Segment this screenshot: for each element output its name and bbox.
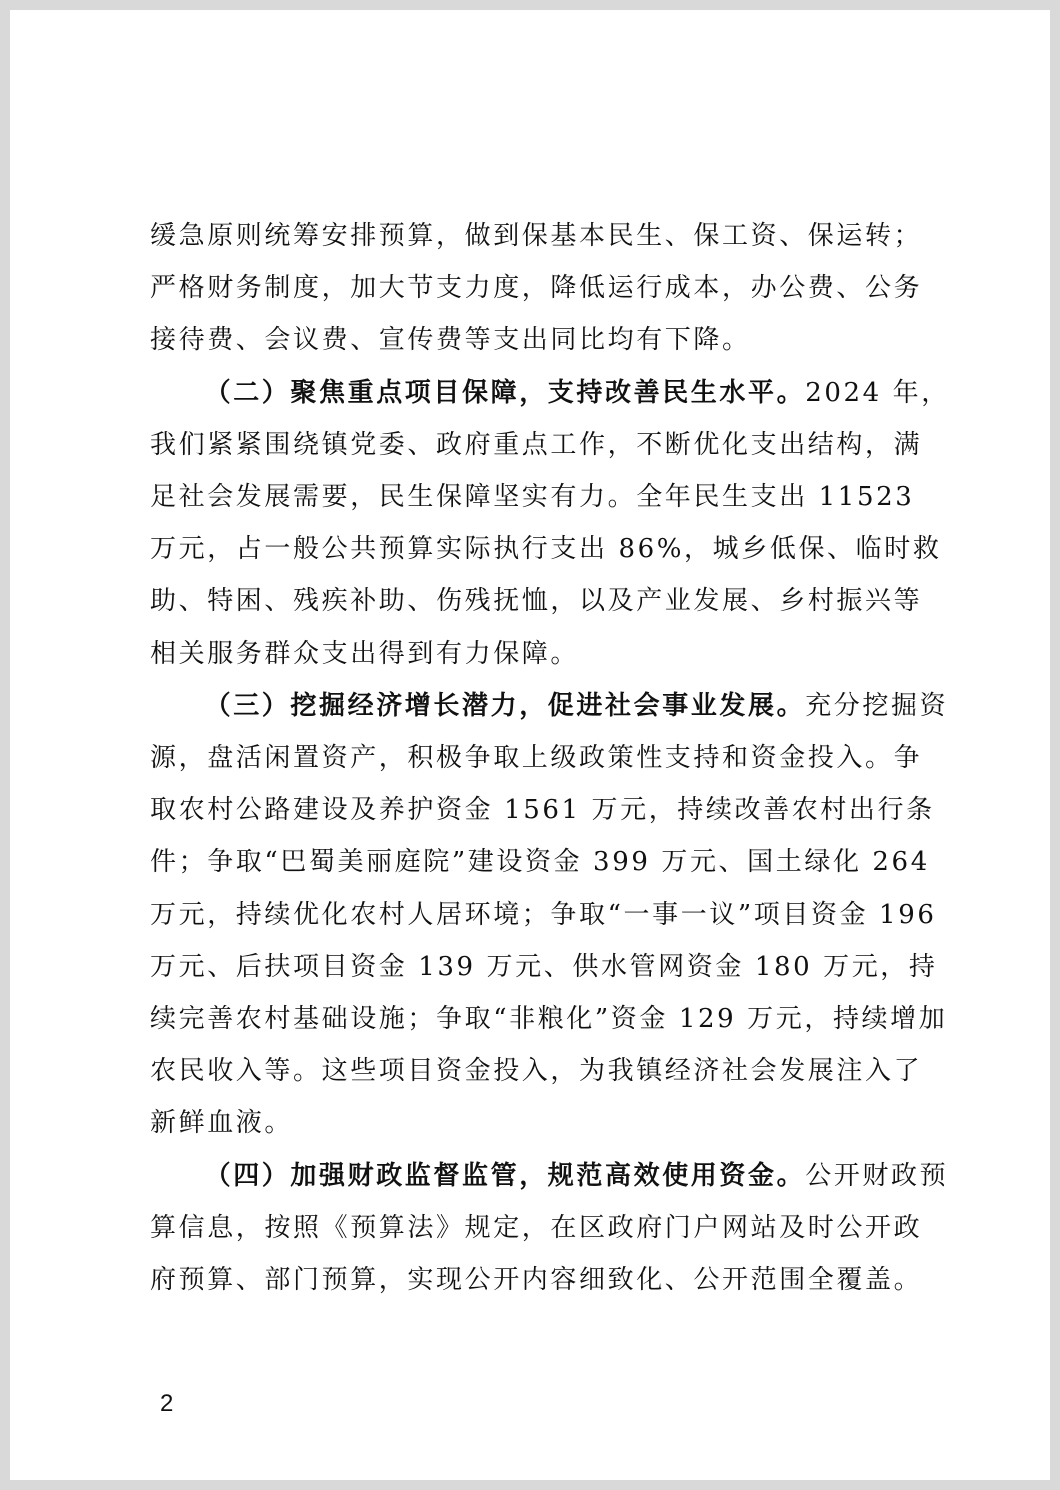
paragraph-key-projects — [150, 367, 950, 680]
paragraph-fiscal-supervision — [150, 1150, 950, 1307]
document-body — [150, 210, 950, 1306]
paragraph-text: 2024 年，我们紧紧围绕镇党委、政府重点工作，不断优化支出结构，满足社会发展需要，民生保障坚实有力。全年民生支出 11523 万元，占一般公共预算实际执行支出 86%，城乡低保、临时救助、特困、残疾补助、伤残抚恤，以及产业发展、乡村振兴等相关服务群众支出得到有力保障。 — [150, 377, 950, 669]
section-heading-4: （四）加强财政监督监管，规范高效使用资金。 — [204, 1160, 806, 1191]
paragraph-budget-arrangement — [150, 210, 950, 367]
paragraph-text: 充分挖掘资源，盘活闲置资产，积极争取上级政策性支持和资金投入。争取农村公路建设及养护资金 1561 万元，持续改善农村出行条件；争取“巴蜀美丽庭院”建设资金 399 万元、国土绿化 264 万元，持续优化农村人居环境；争取“一事一议”项目资金 196 万元、后扶项目资金 139 万元、供水管网资金 180 万元，持续完善农村基础设施；争取“非粮化”资金 129 万元，持续增加农民收入等。这些项目资金投入，为我镇经济社会发展注入了新鲜血液。 — [150, 690, 949, 1139]
paragraph-text: 缓急原则统筹安排预算，做到保基本民生、保工资、保运转；严格财务制度，加大节支力度，降低运行成本，办公费、公务接待费、会议费、宣传费等支出同比均有下降。 — [150, 221, 923, 356]
section-heading-2: （二）聚焦重点项目保障，支持改善民生水平。 — [204, 377, 806, 408]
section-heading-3: （三）挖掘经济增长潜力，促进社会事业发展。 — [204, 690, 806, 721]
document-page — [10, 10, 1050, 1480]
page-number: 2 — [160, 1390, 174, 1417]
paragraph-text: 公开财政预算信息，按照《预算法》规定，在区政府门户网站及时公开政府预算、部门预算，实现公开内容细致化、公开范围全覆盖。 — [150, 1160, 949, 1296]
paragraph-economic-growth — [150, 680, 950, 1150]
